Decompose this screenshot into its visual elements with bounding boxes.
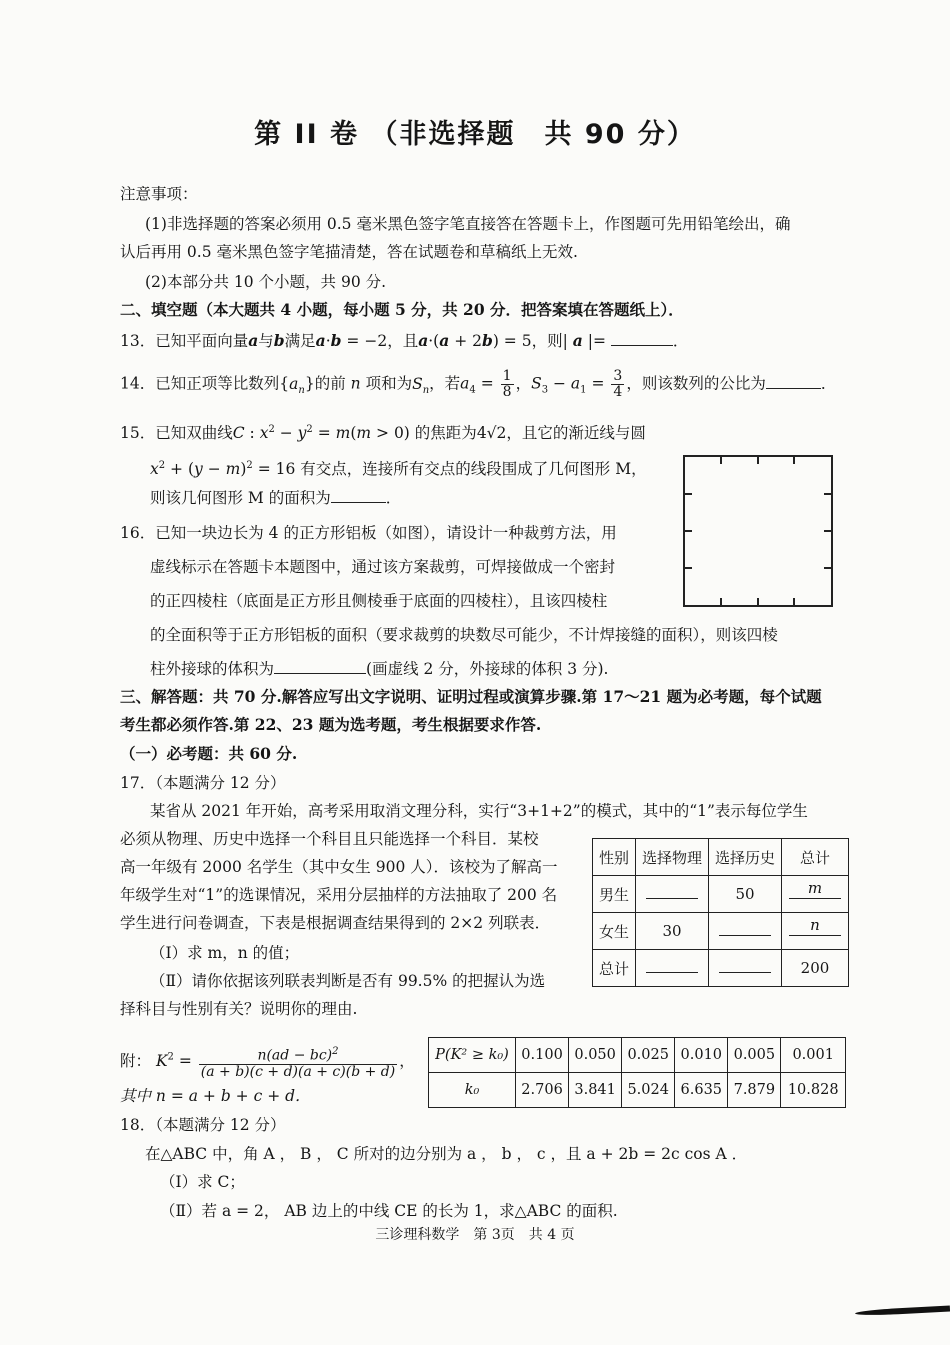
table-row-male: 男生 50 m (593, 876, 849, 913)
note-1a: (1)非选择题的答案必须用 0.5 毫米黑色签字笔直接答在答题卡上，作图题可先用铅笔绘出，确 (145, 215, 791, 233)
question-17-line-1: 某省从 2021 年开始，高考采用取消文理分科，实行“3+1+2”的模式，其中的“1”表示每位学生 (150, 802, 808, 820)
question-14: 14．已知正项等比数列$\{a_n\}$的前 n 项和为$S_n$，若$a_4$ = $\frac{1}{8}$ ，$S_3 - a_1$ = $\frac{3}{4}$ ，则该数列的公比为 ． (120, 368, 837, 400)
question-16-line-2: 虚线标示在答题卡本题图中，通过该方案裁剪，可焊接做成一个密封 (150, 558, 616, 576)
question-17-line-4: 年级学生对“1”的选课情况，采用分层抽样的方法抽取了 200 名 (120, 886, 558, 904)
question-17-line-2: 必须从物理、历史中选择一个科目且只能选择一个科目．某校 (120, 830, 539, 848)
question-17-line-3: 高一年级有 2000 名学生（其中女生 900 人）．该校为了解高一 (120, 858, 558, 876)
question-16-line-5: 柱外接球的体积为 (画虚线 2 分，外接球的体积 3 分). (150, 660, 609, 678)
table-row-total: 总计 200 (593, 950, 849, 987)
table-header-row: 性别 选择物理 选择历史 总计 (593, 839, 849, 876)
question-15-line-2: $x^2 + (y - m)^2 = 16$ 有交点，连接所有交点的线段围成了几何图形 M， (150, 460, 647, 479)
notes-heading: 注意事项： (120, 185, 198, 203)
question-17-part-1: （Ⅰ）求 m，n 的值； (150, 944, 300, 962)
answer-blank-14[interactable] (766, 374, 821, 389)
question-17-heading: 17．（本题满分 12 分） (120, 774, 286, 792)
blank-male-physics[interactable] (646, 886, 698, 899)
blank-male-total: m (789, 886, 841, 899)
answer-blank-15[interactable] (331, 488, 386, 503)
section-3-line-2: 考生都必须作答.第 22、23 题为选考题，考生根据要求作答. (120, 715, 542, 734)
page-footer: 三诊理科数学 第 3页 共 4 页 (375, 1227, 575, 1243)
section-2-heading: 二、填空题（本大题共 4 小题，每小题 5 分，共 20 分．把答案填在答题纸上）． (120, 300, 684, 319)
question-18-heading: 18．（本题满分 12 分） (120, 1116, 286, 1134)
blank-total-history[interactable] (719, 960, 771, 973)
blank-total-physics[interactable] (646, 960, 698, 973)
k-critical-table (428, 1037, 846, 1108)
section-3-subheading: （一）必考题：共 60 分. (120, 744, 298, 763)
question-15-line-3: 则该几何图形 M 的面积为 ． (150, 489, 402, 507)
square-plate-figure (683, 455, 833, 607)
blank-female-total: n (789, 923, 841, 936)
question-17-part-2a: （Ⅱ）请你依据该列联表判断是否有 99.5% 的把握认为选 (150, 972, 546, 990)
k-table-row-k: k₀ 2.706 3.841 5.024 6.635 7.879 10.828 (429, 1073, 846, 1108)
question-16-line-1: 16．已知一块边长为 4 的正方形铝板（如图），请设计一种裁剪方法，用 (120, 524, 617, 542)
blank-female-history[interactable] (719, 923, 771, 936)
question-17-part-2b: 择科目与性别有关？说明你的理由. (120, 1000, 358, 1018)
section-3-line-1: 三、解答题：共 70 分.解答应写出文字说明、证明过程或演算步骤.第 17～21 题为必考题，每个试题 (120, 687, 822, 706)
page-title: 第 II 卷 （非选择题 共 90 分） (254, 119, 696, 150)
contingency-table (592, 838, 849, 987)
question-15-line-1: 15．已知双曲线C : $x^2 - y^2 = m(m > 0)$ 的焦距为4√2，且它的渐近线与圆 (120, 424, 646, 443)
question-13: 13．已知平面向量a与b满足a·b = −2，且a·(a + 2b) = 5，则| a |= ． (120, 331, 689, 350)
question-18-part-1: （Ⅰ）求 C； (160, 1173, 245, 1191)
question-18-part-2: （Ⅱ）若 a = 2， AB 边上的中线 CE 的长为 1，求△ABC 的面积. (160, 1202, 618, 1220)
table-row-female: 女生 30 n (593, 913, 849, 950)
answer-blank-16[interactable] (274, 659, 366, 674)
answer-blank-13[interactable] (611, 331, 673, 346)
question-16-line-4: 的全面积等于正方形铝板的面积（要求裁剪的块数尽可能少，不计焊接缝的面积），则该四棱 (150, 626, 778, 644)
note-1b: 认后再用 0.5 毫米黑色签字笔描清楚，答在试题卷和草稿纸上无效. (120, 243, 578, 261)
appendix-formula: 附： $K^2$ = $\frac{n(ad - bc)^2}{(a + b)(c + d)(a + c)(b + d)}$ ， (120, 1046, 415, 1080)
question-16-line-3: 的正四棱柱（底面是正方形且侧棱垂于底面的四棱柱），且该四棱柱 (150, 592, 608, 610)
scan-artifact-mark (855, 1306, 950, 1317)
appendix-where: 其中 n = a + b + c + d． (120, 1087, 311, 1105)
question-18-line-1: 在△ABC 中，角 A ， B ， C 所对的边分别为 a ， b ， c ，且 a + 2b = 2c cos A ． (145, 1145, 748, 1163)
note-2: (2)本部分共 10 个小题，共 90 分. (145, 273, 387, 291)
question-17-line-5: 学生进行问卷调查，下表是根据调查结果得到的 2×2 列联表． (120, 914, 551, 932)
k-table-row-p: P(K² ≥ k₀) 0.100 0.050 0.025 0.010 0.005 0.001 (429, 1038, 846, 1073)
